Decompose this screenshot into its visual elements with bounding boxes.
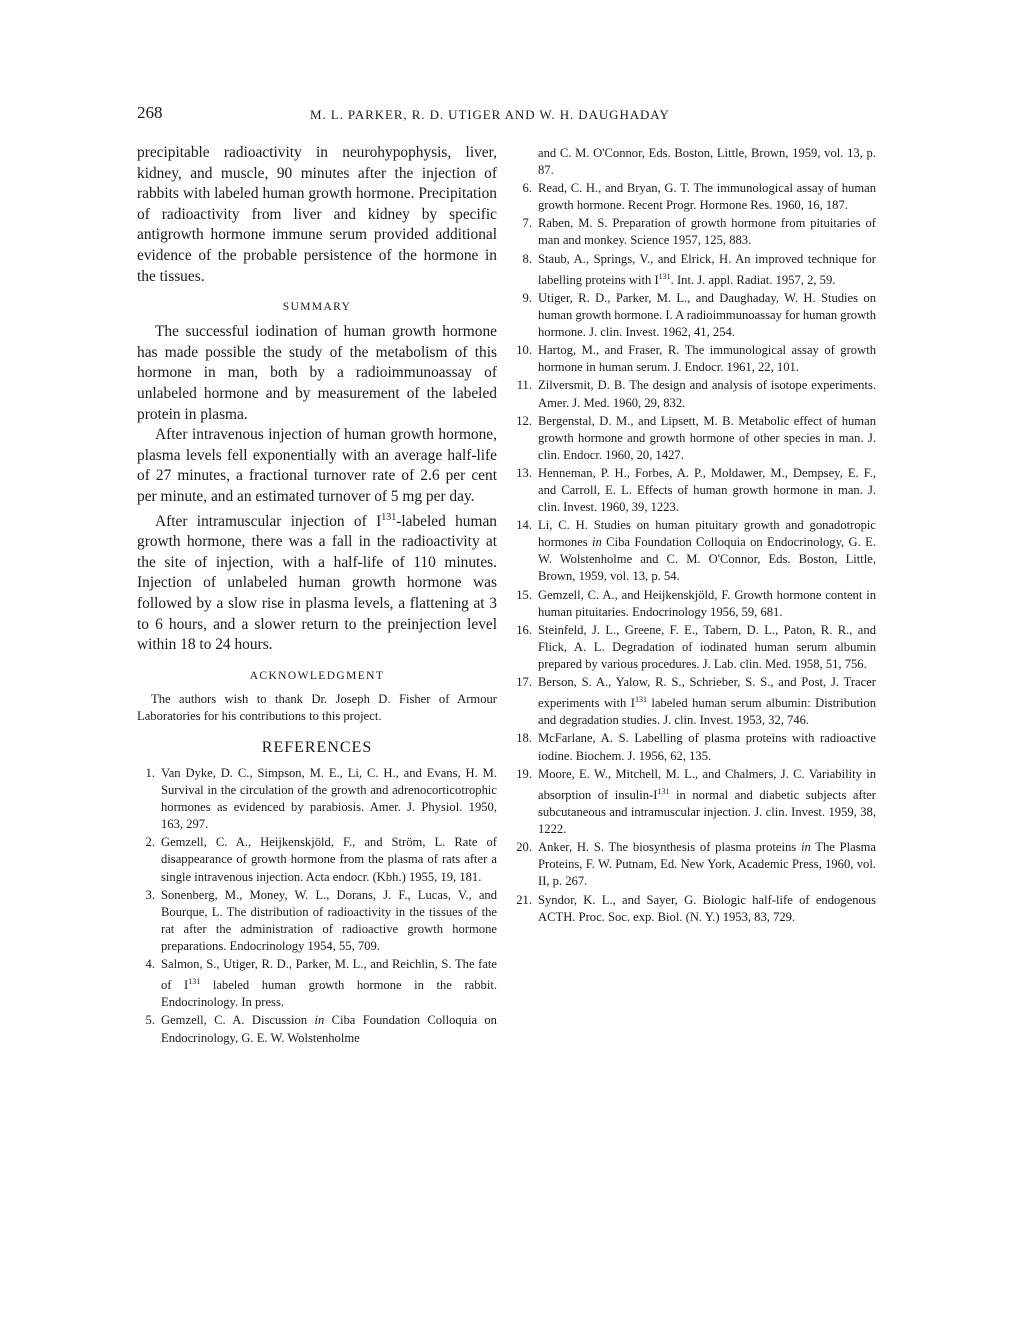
reference-text (538, 839, 876, 890)
reference-text-part: labeled human growth hormone in the rabbit. Endocrinology. In press. (161, 978, 497, 1010)
reference-number: 1. (145, 765, 155, 780)
reference-18 (514, 730, 876, 764)
reference-17 (514, 674, 876, 729)
reference-number: 12. (516, 413, 532, 428)
reference-11 (514, 377, 876, 411)
reference-text (538, 674, 876, 729)
reference-9 (514, 290, 876, 341)
reference-number: 9. (522, 290, 532, 305)
reference-2 (137, 834, 497, 885)
right-column (514, 145, 876, 927)
reference-number: 15. (516, 587, 532, 602)
reference-text: Van Dyke, D. C., Simpson, M. E., Li, C. H., and Evans, H. M. Survival in the circulation of the growth and adrenocorticotrophic hormones as evidenced by parabiosis. Amer. J. Physiol. 1950, 163, 297. (161, 765, 497, 832)
summary-paragraph-3-start: After intramuscular injection of I (155, 512, 382, 530)
reference-text-part: . Int. J. appl. Radiat. 1957, 2, 59. (670, 272, 836, 287)
reference-3 (137, 887, 497, 955)
reference-text: Gemzell, C. A., Heijkenskjöld, F., and Ström, L. Rate of disappearance of growth hormone from the plasma of rats after a single intravenous injection. Acta endocr. (Kbh.) 1955, 19, 181. (161, 835, 497, 884)
references-heading: REFERENCES (261, 738, 373, 756)
acknowledgment-heading: ACKNOWLEDGMENT (249, 669, 385, 682)
reference-text: Raben, M. S. Preparation of growth hormone from pituitaries of man and monkey. Science 1957, 125, 883. (538, 216, 876, 248)
reference-text-part: Ciba Foundation Colloquia on Endocrinology, G. E. W. Wolstenholme (161, 1013, 497, 1045)
summary-paragraph-1: The successful iodination of human growth hormone has made possible the study of the metabolism of this hormone in man, both by a radioimmunoassay of unlabeled hormone and by measurement of the labeled protein in plasma. (137, 323, 497, 423)
reference-text: Gemzell, C. A., and Heijkenskjöld, F. Growth hormone content in human pituitaries. Endocrinology 1956, 59, 681. (538, 587, 876, 619)
reference-text-part: Li, C. H. Studies on human pituitary growth and gonadotropic hormones (538, 518, 876, 550)
reference-text-part: Moore, E. W., Mitchell, M. L., and Chalmers, J. C. Variability in absorption of insulin-I (538, 766, 876, 802)
reference-10 (514, 342, 876, 376)
reference-8 (514, 251, 876, 289)
left-column (137, 143, 497, 1048)
reference-21 (514, 892, 876, 926)
reference-14 (514, 517, 876, 585)
reference-italic: in (800, 840, 811, 855)
reference-text: Hartog, M., and Fraser, R. The immunological assay of growth hormone in human serum. J. Endocr. 1961, 22, 101. (538, 343, 876, 375)
opening-paragraph: precipitable radioactivity in neurohypophysis, liver, kidney, and muscle, 90 minutes after the injection of rabbits with labeled human growth hormone. Precipitation of radioactivity from liver and kidney by specific antigrowth hormone immune serum provided additional evidence of the probable persistence of the hormone in the tissues. (137, 144, 497, 285)
reference-text (538, 766, 876, 839)
reference-13 (514, 465, 876, 516)
reference-text: Syndor, K. L., and Sayer, G. Biologic half-life of endogenous ACTH. Proc. Soc. exp. Biol. (N. Y.) 1953, 83, 729. (538, 892, 876, 924)
summary-paragraph-3 (137, 508, 497, 656)
reference-text-part: Gemzell, C. A. Discussion (161, 1013, 315, 1028)
summary-paragraph-3-rest: -labeled human growth hormone, there was a fall in the radioactivity at the site of injection, with a half-life of 110 minutes. Injection of unlabeled human growth hormone was followed by a slow rise in plasma levels, a flattening at 3 to 6 hours, and a slower return to the preinjection level within 18 to 24 hours. (137, 512, 497, 654)
reference-4 (137, 956, 497, 1011)
isotope-superscript: 131 (658, 271, 671, 281)
isotope-superscript: 131 (381, 511, 397, 523)
reference-text-part: Anker, H. S. The biosynthesis of plasma proteins (538, 840, 801, 855)
running-head: M. L. PARKER, R. D. UTIGER AND W. H. DAUGHADAY (310, 107, 670, 122)
acknowledgment-text: The authors wish to thank Dr. Joseph D. Fisher of Armour Laboratories for his contributions to this project. (137, 691, 497, 723)
reference-text-part: labeled human serum albumin: Distribution and degradation studies. J. clin. Invest. 1953, 32, 746. (538, 696, 876, 728)
reference-italic: in (592, 535, 602, 550)
reference-number: 8. (522, 251, 532, 266)
reference-number: 6. (522, 181, 532, 196)
reference-number: 2. (145, 835, 155, 850)
summary-paragraph-2: After intravenous injection of human growth hormone, plasma levels fell exponentially with an average half-life of 27 minutes, a fractional turnover rate of 2.6 per cent per minute, and an estimated turnover of 5 mg per day. (137, 426, 497, 505)
reference-number: 18. (516, 731, 532, 746)
reference-text (538, 251, 876, 289)
reference-text-part: The Plasma Proteins, F. W. Putnam, Ed. New York, Academic Press, 1960, vol. II, p. 267. (538, 840, 876, 889)
isotope-superscript: 131 (188, 977, 201, 987)
reference-text: McFarlane, A. S. Labelling of plasma proteins with radioactive iodine. Biochem. J. 1956, 62, 135. (538, 731, 876, 763)
reference-number: 21. (516, 892, 532, 907)
reference-7 (514, 215, 876, 249)
reference-text-part: Staub, A., Springs, V., and Elrick, H. An improved technique for labelling proteins with I (538, 251, 876, 287)
reference-text: Utiger, R. D., Parker, M. L., and Daughaday, W. H. Studies on human growth hormone. I. A radioimmunoassay for human growth hormone. J. clin. Invest. 1962, 41, 254. (538, 290, 876, 340)
reference-text (538, 517, 876, 585)
reference-5-continued: and C. M. O'Connor, Eds. Boston, Little, Brown, 1959, vol. 13, p. 87. (538, 146, 876, 178)
reference-number: 16. (516, 622, 532, 637)
reference-text: Zilversmit, D. B. The design and analysis of isotope experiments. Amer. J. Med. 1960, 29, 832. (538, 378, 876, 410)
reference-text: Steinfeld, J. L., Greene, F. E., Tabern, D. L., Paton, R. R., and Flick, A. L. Degradation of iodinated human serum albumin prepared by various procedures. J. Lab. clin. Med. 1958, 51, 756. (538, 622, 876, 671)
isotope-superscript: 131 (657, 786, 670, 796)
reference-text-part: in normal and diabetic subjects after subcutaneous and intramuscular injection. J. clin. Invest. 1959, 38, 1222. (538, 787, 876, 837)
reference-1 (137, 765, 497, 833)
reference-number: 4. (145, 957, 155, 971)
reference-number: 19. (516, 766, 532, 781)
reference-number: 11. (516, 378, 532, 393)
reference-number: 20. (516, 840, 532, 855)
reference-6 (514, 180, 876, 214)
reference-16 (514, 622, 876, 673)
reference-number: 10. (516, 343, 532, 358)
summary-heading: SUMMARY (282, 301, 352, 314)
reference-number: 13. (516, 465, 532, 480)
reference-text (161, 1012, 497, 1046)
reference-text: Henneman, P. H., Forbes, A. P., Moldawer, M., Dempsey, E. F., and Carroll, E. L. Effects of human growth hormone in man. J. clin. Invest. 1960, 39, 1223. (538, 465, 876, 515)
reference-italic: in (314, 1013, 325, 1028)
reference-15 (514, 587, 876, 621)
reference-number: 7. (522, 216, 532, 231)
reference-number: 5. (145, 1013, 155, 1028)
reference-number: 3. (145, 887, 155, 902)
reference-text: Bergenstal, D. M., and Lipsett, M. B. Metabolic effect of human growth hormone and growth hormone of other species in man. J. clin. Endocr. 1960, 20, 1427. (538, 413, 876, 462)
page-number: 268 (137, 103, 163, 122)
reference-text-part: Ciba Foundation Colloquia on Endocrinology, G. E. W. Wolstenholme and C. M. O'Connor, Eds. Boston, Little, Brown, 1959, vol. 13, p. 54. (538, 535, 876, 584)
reference-5 (137, 1012, 497, 1046)
reference-number: 17. (516, 675, 532, 689)
reference-text (161, 956, 497, 1011)
reference-20 (514, 839, 876, 890)
reference-number: 14. (516, 518, 532, 533)
reference-text-part: Berson, S. A., Yalow, R. S., Schrieber, S. S., and Post, J. Tracer experiments with I (538, 675, 876, 711)
reference-text-part: Salmon, S., Utiger, R. D., Parker, M. L., and Reichlin, S. The fate of I (161, 957, 497, 993)
reference-12 (514, 413, 876, 464)
reference-19 (514, 766, 876, 839)
isotope-superscript: 131 (634, 695, 647, 705)
reference-text: Read, C. H., and Bryan, G. T. The immunological assay of human growth hormone. Recent Progr. Hormone Res. 1960, 16, 187. (538, 181, 876, 213)
reference-text: Sonenberg, M., Money, W. L., Dorans, J. F., Lucas, V., and Bourque, L. The distribution of radioactivity in the tissues of the rat after the administration of radioactive growth hormone preparations. Endocrinology 1954, 55, 709. (161, 887, 497, 953)
